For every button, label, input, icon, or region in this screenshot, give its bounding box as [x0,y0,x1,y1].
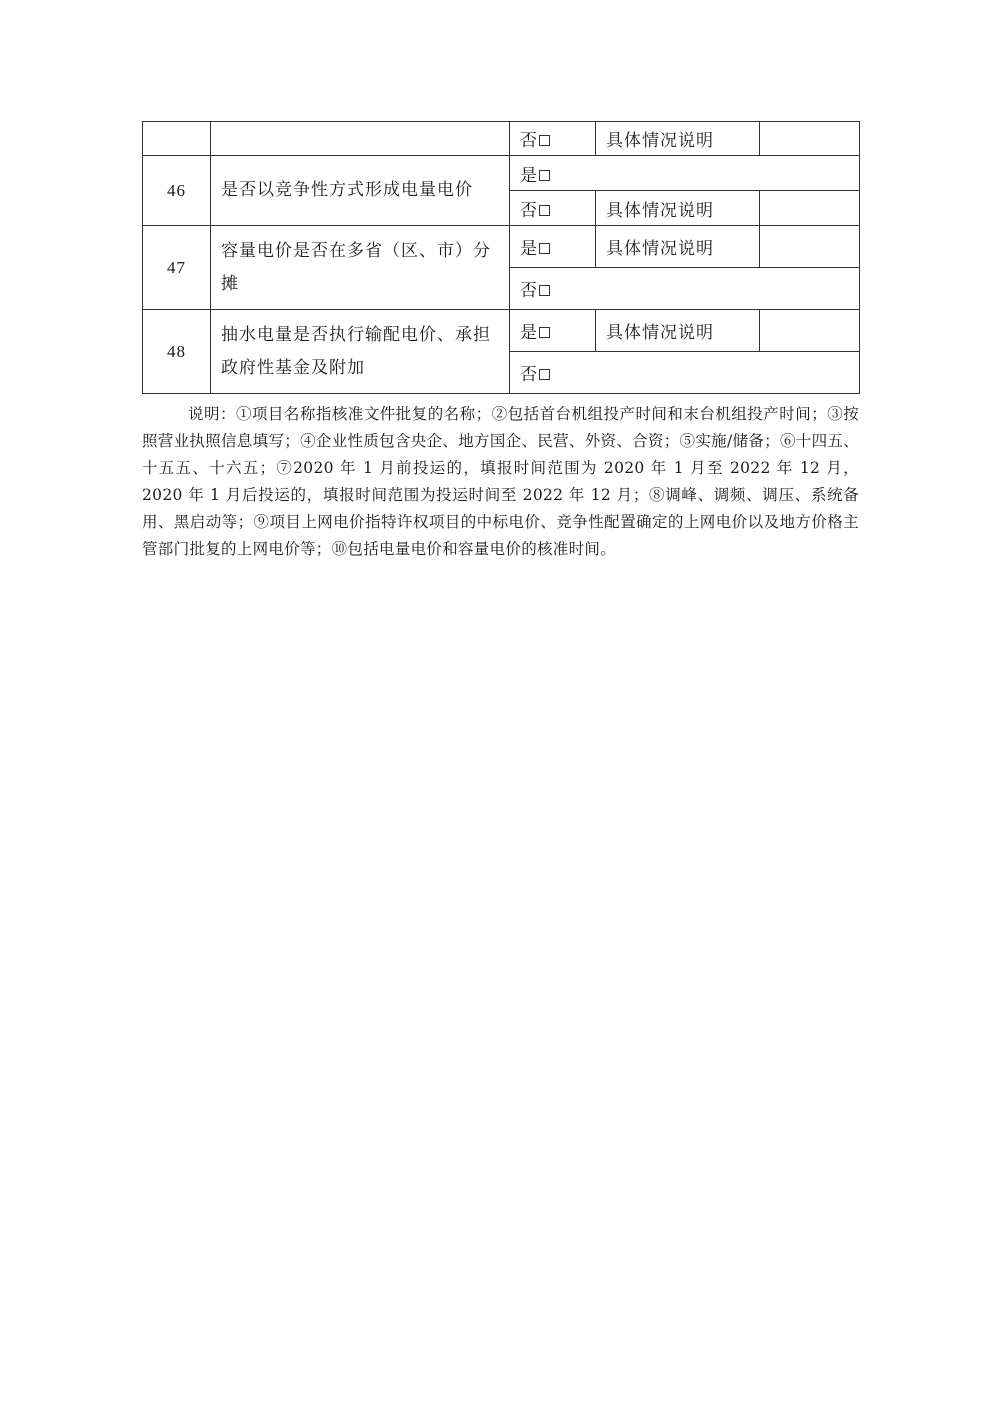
detail-value[interactable] [760,122,860,156]
detail-label: 具体情况说明 [596,122,760,156]
checkbox[interactable] [539,285,550,296]
table-row [143,156,860,191]
yes-option[interactable]: 是 [510,310,596,352]
detail-label: 具体情况说明 [596,191,760,226]
checkbox[interactable] [539,135,550,146]
row-number: 46 [143,156,211,226]
row-question: 抽水电量是否执行输配电价、承担政府性基金及附加 [211,310,510,394]
explanation-note: 说明：①项目名称指核准文件批复的名称；②包括首台机组投产时间和末台机组投产时间；③按照营业执照信息填写；④企业性质包含央企、地方国企、民营、外资、合资；⑤实施/储备；⑥十四五、十五五、十六五；⑦2020 年 1 月前投运的，填报时间范围为 2020 年 1 月至 2022 年 12 月，2020 年 1 月后投运的，填报时间范围为投运时间至 2022 年 12 月；⑧调峰、调频、调压、系统备用、黑启动等；⑨项目上网电价指特许权项目的中标电价、竞争性配置确定的上网电价以及地方价格主管部门批复的上网电价等；⑩包括电量电价和容量电价的核准时间。 [142,405,859,558]
yes-option[interactable]: 是 [510,156,860,191]
detail-value[interactable] [760,310,860,352]
row-number: 48 [143,310,211,394]
no-option[interactable]: 否 [510,191,596,226]
row-question: 容量电价是否在多省（区、市）分摊 [211,226,510,310]
detail-value[interactable] [760,226,860,268]
detail-label: 具体情况说明 [596,226,760,268]
table-row [143,310,860,352]
row-number: 47 [143,226,211,310]
checkbox[interactable] [539,369,550,380]
table-row [143,122,860,156]
checkbox[interactable] [539,205,550,216]
detail-value[interactable] [760,191,860,226]
row-question: 是否以竞争性方式形成电量电价 [211,156,510,226]
checkbox[interactable] [539,243,550,254]
detail-label: 具体情况说明 [596,310,760,352]
checklist-table [142,121,860,394]
checkbox[interactable] [539,170,550,181]
checkbox[interactable] [539,327,550,338]
row-question [211,122,510,156]
no-option[interactable]: 否 [510,268,860,310]
no-option[interactable]: 否 [510,352,860,394]
yes-option[interactable]: 是 [510,226,596,268]
table-row [143,226,860,268]
no-option[interactable]: 否 [510,122,596,156]
row-number [143,122,211,156]
